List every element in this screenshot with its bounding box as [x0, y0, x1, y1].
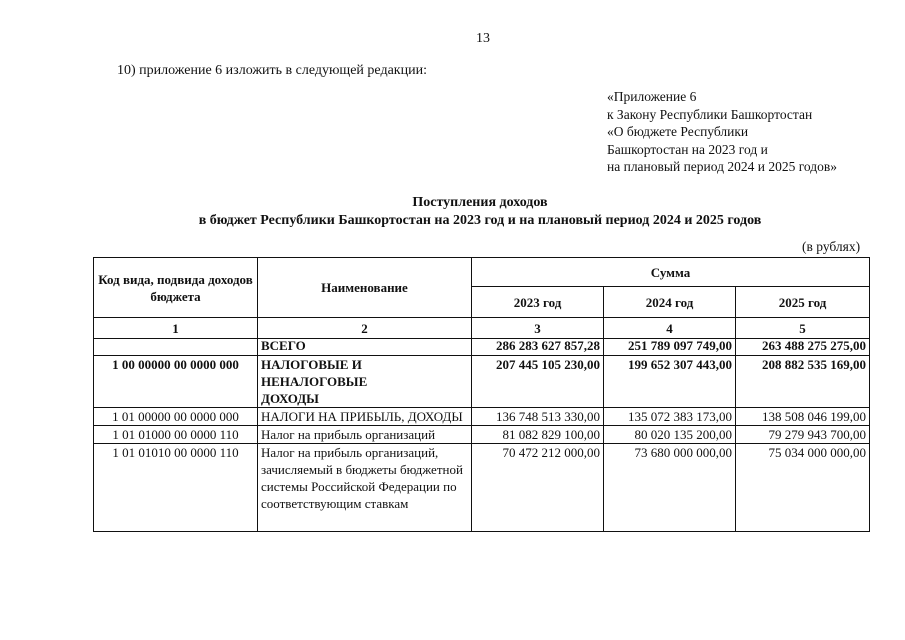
- header-year-2025: 2025 год: [736, 287, 870, 318]
- header-code: Код вида, подвида доходов бюджета: [94, 258, 258, 318]
- document-title-line-1: Поступления доходов: [412, 195, 548, 210]
- appendix-note-line: «Приложение 6: [607, 89, 697, 104]
- header-sum: Сумма: [472, 258, 870, 287]
- row-amount-2024: 251 789 097 749,00: [604, 339, 736, 356]
- page-number: 13: [476, 31, 490, 46]
- table-row: [94, 408, 870, 426]
- row-name: НАЛОГОВЫЕ И НЕНАЛОГОВЫЕ ДОХОДЫ: [258, 356, 472, 408]
- table-row: [94, 356, 870, 408]
- row-amount-2025: 75 034 000 000,00: [736, 444, 870, 532]
- row-amount-2024: 73 680 000 000,00: [604, 444, 736, 532]
- row-amount-2024: 199 652 307 443,00: [604, 356, 736, 408]
- row-amount-2023: 81 082 829 100,00: [472, 426, 604, 444]
- row-code: [94, 339, 258, 356]
- column-number: 5: [736, 318, 870, 339]
- row-amount-2023: 207 445 105 230,00: [472, 356, 604, 408]
- row-amount-2025: 138 508 046 199,00: [736, 408, 870, 426]
- header-name: Наименование: [258, 258, 472, 318]
- row-amount-2023: 286 283 627 857,28: [472, 339, 604, 356]
- column-number: 4: [604, 318, 736, 339]
- row-name: Налог на прибыль организаций, зачисляемый в бюджеты бюджетной системы Российской Федерации по соответствующим ставкам: [258, 444, 472, 532]
- column-number: 1: [94, 318, 258, 339]
- appendix-note-line: к Закону Республики Башкортостан: [607, 106, 813, 122]
- document-title-line-2: в бюджет Республики Башкортостан на 2023 год и на плановый период 2024 и 2025 годов: [198, 213, 762, 228]
- amendment-intro: 10) приложение 6 изложить в следующей редакции:: [117, 63, 427, 78]
- row-amount-2024: 80 020 135 200,00: [604, 426, 736, 444]
- header-year-2023: 2023 год: [472, 287, 604, 318]
- row-code: 1 01 01000 00 0000 110: [94, 426, 258, 444]
- row-amount-2025: 79 279 943 700,00: [736, 426, 870, 444]
- row-amount-2025: 208 882 535 169,00: [736, 356, 870, 408]
- row-amount-2024: 135 072 383 173,00: [604, 408, 736, 426]
- column-number: 3: [472, 318, 604, 339]
- row-amount-2025: 263 488 275 275,00: [736, 339, 870, 356]
- row-name: Налог на прибыль организаций: [258, 426, 472, 444]
- row-name: НАЛОГИ НА ПРИБЫЛЬ, ДОХОДЫ: [258, 408, 472, 426]
- document-title: [0, 194, 905, 230]
- appendix-note-line: «О бюджете Республики: [607, 124, 749, 139]
- table-row: [94, 339, 870, 356]
- table-row: [94, 426, 870, 444]
- row-code: 1 01 01010 00 0000 110: [94, 444, 258, 532]
- appendix-note-line: Башкортостан на 2023 год и: [607, 141, 768, 157]
- row-code: 1 01 00000 00 0000 000: [94, 408, 258, 426]
- appendix-note-line: на плановый период 2024 и 2025 годов»: [607, 159, 838, 174]
- row-amount-2023: 136 748 513 330,00: [472, 408, 604, 426]
- column-number: 2: [258, 318, 472, 339]
- revenue-table: [93, 257, 870, 532]
- header-year-2024: 2024 год: [604, 287, 736, 318]
- row-amount-2023: 70 472 212 000,00: [472, 444, 604, 532]
- unit-note: (в рублях): [802, 239, 861, 254]
- appendix-note: [607, 88, 837, 176]
- row-name: ВСЕГО: [258, 339, 472, 356]
- table-row: [94, 444, 870, 532]
- row-code: 1 00 00000 00 0000 000: [94, 356, 258, 408]
